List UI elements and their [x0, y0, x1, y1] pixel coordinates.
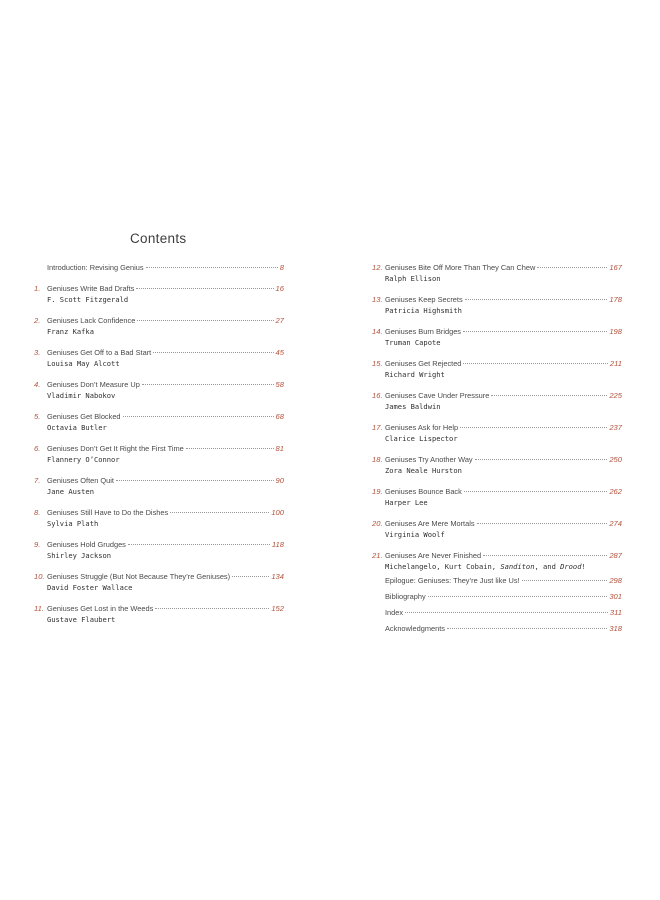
entry-author: Franz Kafka — [47, 327, 94, 336]
entry-page: 27 — [275, 316, 284, 325]
entry-number: 5. — [34, 412, 41, 421]
entry-page: 100 — [271, 508, 284, 517]
dot-leader — [232, 576, 269, 577]
entry-number: 12. — [372, 263, 383, 272]
toc-entry-chapter-6[interactable] — [34, 443, 284, 465]
entry-page: 274 — [609, 519, 622, 528]
entry-number: 2. — [34, 316, 41, 325]
author-part: ! — [581, 562, 586, 571]
entry-author: F. Scott Fitzgerald — [47, 295, 129, 304]
entry-title: Geniuses Are Never Finished — [385, 551, 482, 560]
dot-leader — [477, 523, 608, 524]
entry-page: 301 — [609, 592, 622, 601]
dot-leader — [537, 267, 607, 268]
entry-page: 318 — [609, 624, 622, 633]
dot-leader — [186, 448, 274, 449]
toc-entry-chapter-14[interactable] — [372, 326, 622, 348]
entry-title: Geniuses Try Another Way — [385, 455, 473, 464]
entry-author: Richard Wright — [385, 370, 445, 379]
dot-leader — [128, 544, 270, 545]
toc-entry-chapter-5[interactable] — [34, 411, 284, 433]
entry-author: Octavia Butler — [47, 423, 107, 432]
toc-entry-bibliography[interactable] — [372, 591, 622, 602]
entry-page: 45 — [275, 348, 284, 357]
dot-leader — [146, 267, 278, 268]
entry-title: Index — [385, 608, 404, 617]
toc-entry-chapter-2[interactable] — [34, 315, 284, 337]
entry-author: Patricia Highsmith — [385, 306, 462, 315]
entry-author: David Foster Wallace — [47, 583, 133, 592]
entry-title: Geniuses Often Quit — [47, 476, 114, 485]
entry-page: 250 — [609, 455, 622, 464]
toc-entry-chapter-3[interactable] — [34, 347, 284, 369]
entry-page: 178 — [609, 295, 622, 304]
entry-number: 15. — [372, 359, 383, 368]
toc-entry-chapter-1[interactable] — [34, 283, 284, 305]
entry-page: 225 — [609, 391, 622, 400]
toc-entry-chapter-4[interactable] — [34, 379, 284, 401]
dot-leader — [463, 363, 607, 364]
entry-title: Introduction: Revising Genius — [47, 263, 144, 272]
entry-number: 17. — [372, 423, 383, 432]
dot-leader — [116, 480, 274, 481]
entry-page: 90 — [275, 476, 284, 485]
entry-number: 13. — [372, 295, 383, 304]
entry-title: Geniuses Get Rejected — [385, 359, 462, 368]
entry-page: 81 — [275, 444, 284, 453]
contents-right-column — [372, 262, 622, 634]
entry-page: 211 — [609, 359, 622, 368]
toc-entry-chapter-18[interactable] — [372, 454, 622, 476]
entry-page: 118 — [271, 540, 284, 549]
entry-number: 16. — [372, 391, 383, 400]
entry-title: Geniuses Get Off to a Bad Start — [47, 348, 152, 357]
entry-number: 10. — [34, 572, 45, 581]
entry-page: 198 — [609, 327, 622, 336]
dot-leader — [522, 580, 608, 581]
author-part: , and — [534, 562, 561, 571]
entry-title: Geniuses Bounce Back — [385, 487, 462, 496]
toc-entry-chapter-17[interactable] — [372, 422, 622, 444]
entry-page: 68 — [275, 412, 284, 421]
entry-author: Harper Lee — [385, 498, 428, 507]
entry-title: Geniuses Struggle (But Not Because They’re Geniuses) — [47, 572, 231, 581]
entry-number: 3. — [34, 348, 41, 357]
entry-number: 19. — [372, 487, 383, 496]
entry-author: Zora Neale Hurston — [385, 466, 462, 475]
toc-entry-chapter-13[interactable] — [372, 294, 622, 316]
entry-title: Geniuses Get Lost in the Weeds — [47, 604, 154, 613]
entry-title: Geniuses Lack Confidence — [47, 316, 136, 325]
entry-number: 21. — [372, 551, 383, 560]
entry-author: Gustave Flaubert — [47, 615, 116, 624]
dot-leader — [475, 459, 608, 460]
author-part-italic: Sanditon — [500, 562, 535, 571]
entry-page: 262 — [609, 487, 622, 496]
entry-page: 287 — [609, 551, 622, 560]
entry-number: 20. — [372, 519, 383, 528]
entry-page: 298 — [609, 576, 622, 585]
entry-page: 8 — [279, 263, 284, 272]
entry-title: Acknowledgments — [385, 624, 445, 633]
entry-number: 6. — [34, 444, 41, 453]
entry-title: Geniuses Don’t Get It Right the First Time — [47, 444, 184, 453]
toc-entry-chapter-8[interactable] — [34, 507, 284, 529]
dot-leader — [428, 596, 608, 597]
entry-title: Geniuses Still Have to Do the Dishes — [47, 508, 169, 517]
toc-entry-chapter-21[interactable] — [372, 550, 622, 572]
toc-entry-chapter-15[interactable] — [372, 358, 622, 380]
entry-number: 4. — [34, 380, 41, 389]
toc-entry-chapter-20[interactable] — [372, 518, 622, 540]
toc-entry-chapter-9[interactable] — [34, 539, 284, 561]
dot-leader — [447, 628, 607, 629]
dot-leader — [137, 320, 273, 321]
entry-author: Truman Capote — [385, 338, 441, 347]
entry-number: 9. — [34, 540, 41, 549]
entry-author: Ralph Ellison — [385, 274, 441, 283]
entry-page: 311 — [609, 608, 622, 617]
entry-author: Vladimir Nabokov — [47, 391, 116, 400]
toc-entry-index[interactable] — [372, 607, 622, 618]
toc-entry-chapter-16[interactable] — [372, 390, 622, 412]
toc-entry-chapter-7[interactable] — [34, 475, 284, 497]
entry-page: 134 — [271, 572, 284, 581]
entry-author — [372, 561, 622, 572]
entry-author: Louisa May Alcott — [47, 359, 120, 368]
entry-author: Shirley Jackson — [47, 551, 112, 560]
entry-title: Geniuses Get Blocked — [47, 412, 121, 421]
dot-leader — [136, 288, 273, 289]
entry-page: 152 — [271, 604, 284, 613]
entry-title: Geniuses Burn Bridges — [385, 327, 461, 336]
toc-entry-chapter-12[interactable] — [372, 262, 622, 284]
entry-author: Flannery O’Connor — [47, 455, 120, 464]
page-title: Contents — [130, 231, 187, 246]
author-part: Michelangelo, Kurt Cobain, — [385, 562, 501, 571]
toc-entry-chapter-11[interactable] — [34, 603, 284, 625]
entry-title: Geniuses Bite Off More Than They Can Chew — [385, 263, 536, 272]
dot-leader — [491, 395, 607, 396]
entry-author: Jane Austen — [47, 487, 94, 496]
entry-title: Epilogue: Geniuses: They’re Just like Us! — [385, 576, 520, 585]
entry-page: 167 — [609, 263, 622, 272]
dot-leader — [464, 491, 608, 492]
dot-leader — [142, 384, 274, 385]
entry-page: 16 — [275, 284, 284, 293]
entry-number: 1. — [34, 284, 41, 293]
toc-entry-introduction[interactable] — [34, 262, 284, 273]
author-part-italic: Drood — [560, 562, 582, 571]
entry-title: Geniuses Keep Secrets — [385, 295, 463, 304]
entry-title: Geniuses Don’t Measure Up — [47, 380, 140, 389]
dot-leader — [153, 352, 273, 353]
entry-number: 11. — [34, 604, 44, 613]
dot-leader — [465, 299, 608, 300]
toc-entry-chapter-10[interactable] — [34, 571, 284, 593]
entry-page: 58 — [275, 380, 284, 389]
contents-left-column — [34, 262, 284, 635]
entry-author: Virginia Woolf — [385, 530, 445, 539]
toc-entry-acknowledgments[interactable] — [372, 623, 622, 634]
entry-title: Geniuses Hold Grudges — [47, 540, 126, 549]
dot-leader — [405, 612, 608, 613]
entry-number: 18. — [372, 455, 383, 464]
entry-number: 7. — [34, 476, 41, 485]
dot-leader — [460, 427, 607, 428]
entry-author: James Baldwin — [385, 402, 441, 411]
entry-number: 8. — [34, 508, 41, 517]
entry-title: Geniuses Ask for Help — [385, 423, 459, 432]
dot-leader — [155, 608, 269, 609]
entry-title: Geniuses Cave Under Pressure — [385, 391, 490, 400]
dot-leader — [123, 416, 274, 417]
entry-number: 14. — [372, 327, 383, 336]
entry-author: Clarice Lispector — [385, 434, 458, 443]
entry-title: Bibliography — [385, 592, 426, 601]
toc-entry-epilogue[interactable] — [372, 575, 622, 586]
entry-page: 237 — [609, 423, 622, 432]
dot-leader — [483, 555, 607, 556]
dot-leader — [170, 512, 269, 513]
entry-title: Geniuses Are Mere Mortals — [385, 519, 475, 528]
entry-author: Sylvia Plath — [47, 519, 99, 528]
dot-leader — [463, 331, 607, 332]
toc-entry-chapter-19[interactable] — [372, 486, 622, 508]
entry-title: Geniuses Write Bad Drafts — [47, 284, 135, 293]
